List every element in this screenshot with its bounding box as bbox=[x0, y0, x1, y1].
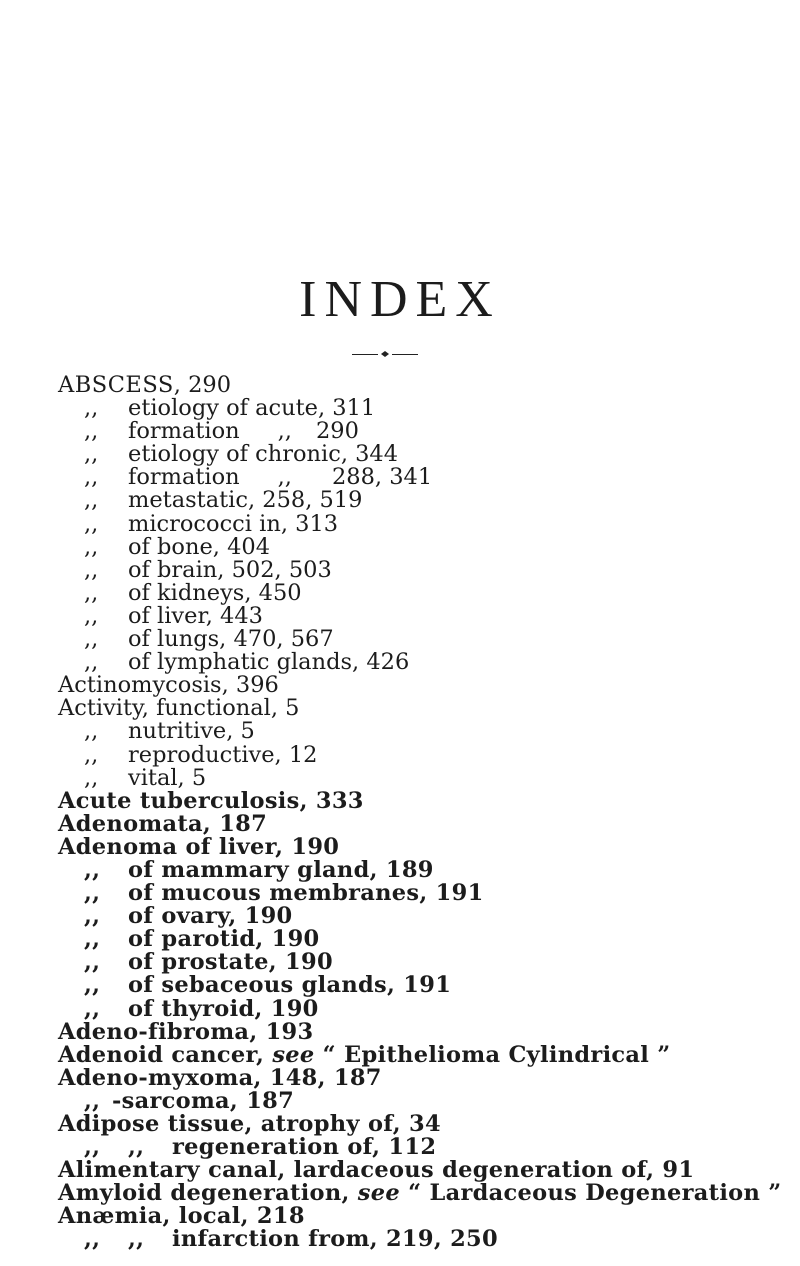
index-entry bbox=[58, 1113, 758, 1136]
entry-text: -sarcoma, 187 bbox=[112, 1087, 295, 1114]
ditto-mark: ,, bbox=[84, 626, 99, 653]
ditto-mark: ,, bbox=[128, 1134, 145, 1161]
entry-text: micrococci in, 313 bbox=[128, 510, 339, 537]
ditto-mark: ,, bbox=[84, 533, 99, 560]
entry-text: formation bbox=[128, 418, 240, 445]
ditto-mark: ,, bbox=[84, 764, 99, 791]
ditto-mark: ,, bbox=[84, 718, 99, 745]
entry-text: “ Lardaceous Degeneration ” bbox=[399, 1180, 782, 1207]
ditto-mark: ,, bbox=[84, 856, 101, 883]
entry-text: of lymphatic glands, 426 bbox=[128, 649, 410, 676]
entry-text: of liver, 443 bbox=[128, 602, 263, 629]
entry-text: etiology of acute, 311 bbox=[128, 395, 376, 422]
index-entry bbox=[58, 628, 758, 651]
index-entry bbox=[58, 651, 758, 674]
entry-text: regeneration of, 112 bbox=[172, 1134, 437, 1161]
entry-text: of kidneys, 450 bbox=[128, 579, 302, 606]
index-entry bbox=[58, 443, 758, 466]
entry-text: Adenomata, 187 bbox=[58, 810, 268, 837]
entry-text: formation bbox=[128, 464, 240, 491]
index-entry bbox=[58, 720, 758, 743]
index-entry bbox=[58, 905, 758, 928]
index-entry bbox=[58, 1087, 758, 1114]
ditto-mark: ,, bbox=[84, 510, 99, 537]
index-entry bbox=[58, 1064, 758, 1091]
entry-text: of sebaceous glands, 191 bbox=[128, 972, 452, 999]
index-entry bbox=[58, 556, 758, 583]
entry-text: of mammary gland, 189 bbox=[128, 856, 434, 883]
ditto-mark: ,, bbox=[84, 1087, 101, 1114]
ornament-rule-left bbox=[352, 354, 378, 355]
entry-text: etiology of chronic, 344 bbox=[128, 441, 399, 468]
ditto-mark: ,, bbox=[128, 1226, 145, 1253]
entry-text: metastatic, 258, 519 bbox=[128, 487, 363, 514]
index-entry bbox=[58, 510, 758, 537]
entry-pages: , 290 bbox=[173, 372, 232, 398]
entry-text: “ Epithelioma Cylindrical ” bbox=[314, 1041, 671, 1068]
entry-text: reproductive, 12 bbox=[128, 741, 318, 768]
entry-text: of bone, 404 bbox=[128, 533, 271, 560]
index-entry bbox=[58, 533, 758, 560]
ditto-mark: ,, bbox=[84, 995, 101, 1022]
entry-text: of thyroid, 190 bbox=[128, 995, 319, 1022]
index-entry bbox=[58, 674, 758, 697]
ditto-mark: ,, bbox=[277, 464, 292, 491]
index-entry bbox=[58, 764, 758, 791]
index-entry bbox=[58, 1136, 758, 1159]
ditto-mark: ,, bbox=[84, 903, 101, 930]
entry-text: of lungs, 470, 567 bbox=[128, 626, 334, 653]
index-entry bbox=[58, 856, 758, 883]
ditto-mark: ,, bbox=[84, 1226, 101, 1253]
entry-text: of ovary, 190 bbox=[128, 903, 293, 930]
entry-text: Adeno-fibroma, 193 bbox=[58, 1018, 314, 1045]
ditto-mark: ,, bbox=[277, 418, 292, 445]
ditto-mark: ,, bbox=[84, 926, 101, 953]
entry-text: Adipose tissue, atrophy of, 34 bbox=[58, 1111, 441, 1137]
index-entry bbox=[58, 697, 758, 720]
index-entry bbox=[58, 995, 758, 1022]
index-entry bbox=[58, 420, 758, 443]
entry-text: of mucous membranes, 191 bbox=[128, 880, 484, 907]
ditto-mark: ,, bbox=[84, 487, 99, 514]
entry-text: Acute tuberculosis, 333 bbox=[58, 787, 364, 814]
index-entry bbox=[58, 741, 758, 768]
index-entry bbox=[58, 1205, 758, 1228]
ditto-mark: ,, bbox=[84, 602, 99, 629]
entry-text: nutritive, 5 bbox=[128, 718, 255, 745]
index-entry bbox=[58, 466, 758, 489]
entry-text: of brain, 502, 503 bbox=[128, 556, 332, 583]
entry-text: infarction from, 219, 250 bbox=[172, 1226, 498, 1253]
ditto-mark: ,, bbox=[84, 556, 99, 583]
entry-text: Anæmia, local, 218 bbox=[58, 1203, 305, 1230]
index-entry bbox=[58, 951, 758, 974]
ditto-mark: ,, bbox=[84, 949, 101, 976]
index-entry bbox=[58, 787, 758, 814]
ditto-mark: ,, bbox=[84, 972, 101, 999]
index-entry bbox=[58, 397, 758, 420]
index-entry bbox=[58, 974, 758, 997]
entry-text: Activity, functional, 5 bbox=[58, 695, 300, 722]
entry-text: Actinomycosis, 396 bbox=[58, 672, 279, 699]
see-reference: see bbox=[357, 1180, 400, 1207]
ditto-mark: ,, bbox=[84, 464, 99, 491]
ditto-mark: ,, bbox=[84, 579, 99, 606]
index-entry bbox=[58, 810, 758, 837]
ditto-mark: ,, bbox=[84, 649, 99, 676]
ditto-mark: ,, bbox=[84, 880, 101, 907]
ditto-mark: ,, bbox=[84, 395, 99, 422]
entry-pages: 290 bbox=[315, 418, 359, 445]
page-title: INDEX bbox=[299, 271, 501, 328]
entry-text: Alimentary canal, lardaceous degeneration of, 91 bbox=[58, 1157, 695, 1184]
ornament-rule-right bbox=[392, 354, 418, 355]
ditto-mark: ,, bbox=[84, 441, 99, 468]
index-entry bbox=[58, 833, 758, 860]
index-entries bbox=[58, 372, 782, 1253]
entry-text: of parotid, 190 bbox=[128, 926, 320, 953]
index-entry bbox=[58, 1041, 758, 1068]
entry-text: Amyloid degeneration, bbox=[58, 1180, 358, 1207]
index-entry bbox=[58, 602, 758, 629]
entry-text: Adenoid cancer, bbox=[58, 1041, 273, 1068]
entry-text: Adenoma of liver, 190 bbox=[58, 833, 340, 860]
ditto-mark: ,, bbox=[84, 741, 99, 768]
index-entry bbox=[58, 1180, 782, 1207]
title-ornament bbox=[350, 350, 420, 360]
index-entry bbox=[58, 374, 758, 397]
entry-text: Adeno-myxoma, 148, 187 bbox=[58, 1064, 382, 1091]
entry-text: of prostate, 190 bbox=[128, 949, 333, 976]
entry-pages: 288, 341 bbox=[331, 464, 433, 491]
entry-text: vital, 5 bbox=[128, 764, 207, 791]
index-entry bbox=[58, 1228, 758, 1251]
ditto-mark: ,, bbox=[84, 1134, 101, 1161]
entry-headword: ABSCESS bbox=[58, 372, 174, 398]
index-entry bbox=[58, 579, 758, 606]
ditto-mark: ,, bbox=[84, 418, 99, 445]
ornament-diamond-icon bbox=[380, 350, 390, 358]
index-entry bbox=[58, 489, 758, 512]
index-entry bbox=[58, 928, 758, 951]
index-entry bbox=[58, 1018, 758, 1045]
index-entry bbox=[58, 882, 758, 905]
see-reference: see bbox=[272, 1041, 315, 1068]
index-entry bbox=[58, 1159, 758, 1182]
